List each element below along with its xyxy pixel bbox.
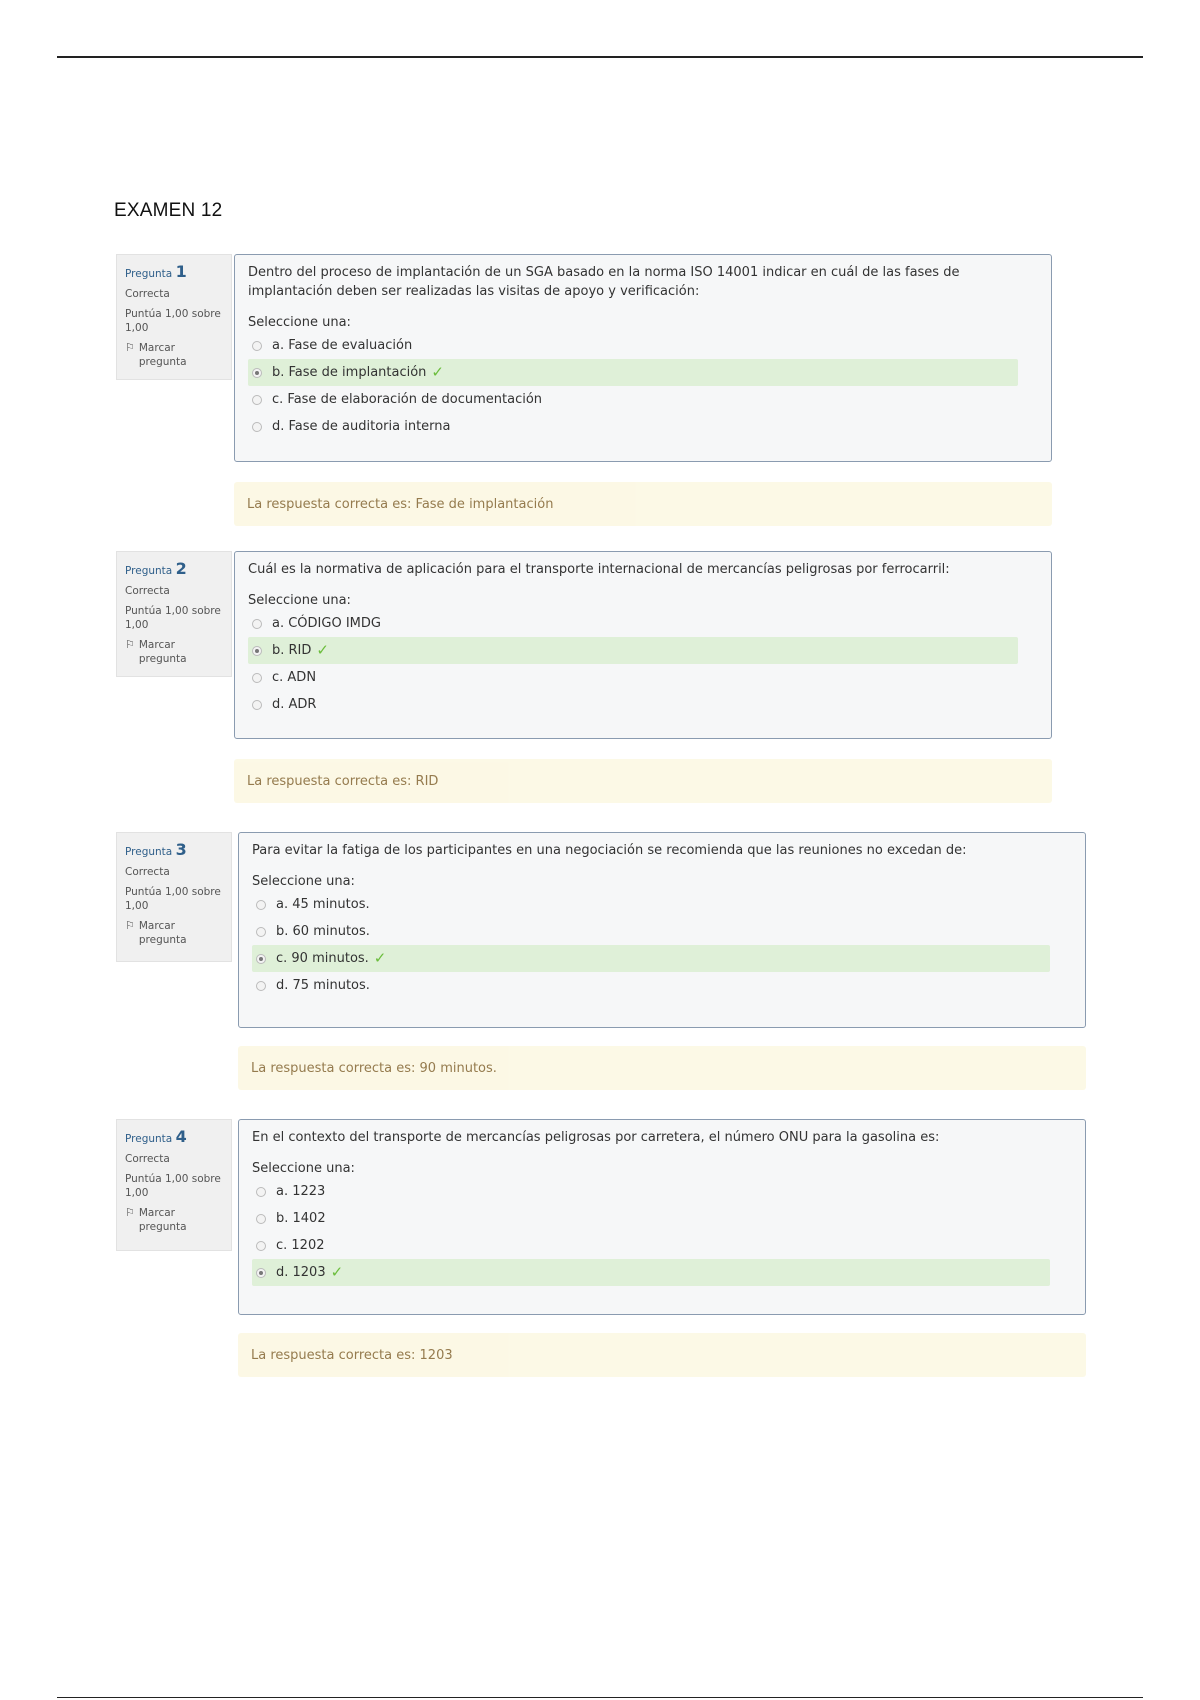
- question-number: [125, 1126, 225, 1148]
- correct-answer-feedback: La respuesta correcta es: RID: [234, 759, 1052, 803]
- question-number-value: 3: [175, 840, 187, 859]
- check-icon: ✓: [373, 949, 387, 967]
- answer-label: a. CÓDIGO IMDG: [272, 616, 381, 631]
- correct-answer-feedback: La respuesta correcta es: 90 minutos.: [238, 1046, 1086, 1090]
- answer-label: a. 45 minutos.: [276, 897, 370, 912]
- question-info: [116, 254, 232, 380]
- question-number-value: 2: [175, 559, 187, 578]
- answer-prompt: Seleccione una:: [248, 315, 351, 330]
- answer-list: [252, 1178, 1050, 1286]
- radio-button[interactable]: [252, 619, 262, 629]
- radio-button[interactable]: [252, 646, 262, 656]
- answer-option-a[interactable]: [248, 610, 1018, 637]
- question-number: [125, 839, 225, 861]
- answer-label: d. ADR: [272, 697, 317, 712]
- question-number: [125, 558, 225, 580]
- answer-option-d[interactable]: [248, 691, 1018, 718]
- question-state: Correcta: [125, 584, 170, 597]
- answer-label: d. 75 minutos.: [276, 978, 370, 993]
- answer-option-b[interactable]: [252, 918, 1050, 945]
- check-icon: ✓: [316, 641, 329, 659]
- question-grade: Puntúa 1,00 sobre 1,00: [125, 307, 221, 334]
- correct-answer-feedback: La respuesta correcta es: Fase de implantación: [234, 482, 1052, 526]
- correct-answer-feedback: La respuesta correcta es: 1203: [238, 1333, 1086, 1377]
- flag-question-link[interactable]: [125, 638, 225, 666]
- answer-option-b[interactable]: [252, 1205, 1050, 1232]
- answer-label: b. RID: [272, 643, 312, 658]
- question-grade: Puntúa 1,00 sobre 1,00: [125, 1172, 221, 1199]
- question-state: Correcta: [125, 1152, 170, 1165]
- flag-icon: ⚐: [125, 919, 135, 933]
- answer-option-c[interactable]: [248, 386, 1018, 413]
- question-text: Dentro del proceso de implantación de un SGA basado en la norma ISO 14001 indicar en cuál de las fases de implantación deben ser realizadas las visitas de apoyo y verificación:: [248, 265, 960, 299]
- question-text: Cuál es la normativa de aplicación para el transporte internacional de mercancías peligrosas por ferrocarril:: [248, 562, 950, 577]
- answer-prompt: Seleccione una:: [248, 593, 351, 608]
- answer-label: b. 60 minutos.: [276, 924, 370, 939]
- answer-option-d[interactable]: [252, 972, 1050, 999]
- answer-label: c. ADN: [272, 670, 317, 685]
- radio-button[interactable]: [256, 1268, 266, 1278]
- flag-question-link[interactable]: [125, 341, 225, 369]
- answer-option-c[interactable]: [252, 945, 1050, 972]
- answer-label: c. 90 minutos.: [276, 951, 369, 966]
- answer-label: a. 1223: [276, 1184, 326, 1199]
- radio-button[interactable]: [252, 422, 262, 432]
- answer-option-c[interactable]: [252, 1232, 1050, 1259]
- flag-icon: ⚐: [125, 638, 135, 652]
- question-state: Correcta: [125, 865, 170, 878]
- question-grade: Puntúa 1,00 sobre 1,00: [125, 604, 221, 631]
- question-content: [234, 254, 1052, 462]
- answer-option-d[interactable]: [252, 1259, 1050, 1286]
- radio-button[interactable]: [256, 1214, 266, 1224]
- question-info: [116, 1119, 232, 1251]
- answer-option-a[interactable]: [252, 891, 1050, 918]
- flag-question-link[interactable]: [125, 1206, 225, 1234]
- question-label: Pregunta: [125, 1133, 173, 1145]
- radio-button[interactable]: [252, 395, 262, 405]
- flag-label: Marcar pregunta: [138, 920, 187, 947]
- question-label: Pregunta: [125, 565, 173, 577]
- flag-icon: ⚐: [125, 341, 135, 355]
- answer-label: b. 1402: [276, 1211, 326, 1226]
- radio-button[interactable]: [252, 673, 262, 683]
- radio-button[interactable]: [252, 341, 262, 351]
- question-content: [238, 832, 1086, 1028]
- question-label: Pregunta: [125, 846, 173, 858]
- question-content: [234, 551, 1052, 739]
- check-icon: ✓: [431, 363, 444, 381]
- question-info: [116, 832, 232, 962]
- answer-option-b[interactable]: [248, 359, 1018, 386]
- radio-button[interactable]: [256, 900, 266, 910]
- flag-label: Marcar pregunta: [138, 639, 187, 666]
- question-state: Correcta: [125, 287, 170, 300]
- flag-question-link[interactable]: [125, 919, 225, 947]
- question-info: [116, 551, 232, 677]
- answer-list: [248, 610, 1018, 718]
- flag-icon: ⚐: [125, 1206, 135, 1220]
- answer-list: [252, 891, 1050, 999]
- answer-label: d. Fase de auditoria interna: [272, 419, 451, 434]
- radio-button[interactable]: [256, 981, 266, 991]
- question-number-value: 1: [175, 262, 187, 281]
- footer-rule: [57, 1697, 1143, 1698]
- page-title: EXAMEN 12: [114, 200, 223, 221]
- radio-button[interactable]: [252, 700, 262, 710]
- question-number-value: 4: [175, 1127, 187, 1146]
- answer-prompt: Seleccione una:: [252, 1161, 355, 1176]
- header-rule: [57, 56, 1143, 58]
- radio-button[interactable]: [256, 1187, 266, 1197]
- radio-button[interactable]: [256, 927, 266, 937]
- check-icon: ✓: [330, 1263, 344, 1281]
- answer-list: [248, 332, 1018, 440]
- answer-prompt: Seleccione una:: [252, 874, 355, 889]
- answer-label: b. Fase de implantación: [272, 365, 427, 380]
- answer-option-d[interactable]: [248, 413, 1018, 440]
- answer-option-b[interactable]: [248, 637, 1018, 664]
- answer-option-a[interactable]: [248, 332, 1018, 359]
- question-text: En el contexto del transporte de mercancías peligrosas por carretera, el número ONU para la gasolina es:: [252, 1130, 940, 1145]
- flag-label: Marcar pregunta: [138, 1207, 187, 1234]
- question-label: Pregunta: [125, 268, 173, 280]
- answer-option-a[interactable]: [252, 1178, 1050, 1205]
- question-grade: Puntúa 1,00 sobre 1,00: [125, 885, 221, 912]
- radio-button[interactable]: [256, 1241, 266, 1251]
- answer-option-c[interactable]: [248, 664, 1018, 691]
- answer-label: c. Fase de elaboración de documentación: [272, 392, 543, 407]
- answer-label: d. 1203: [276, 1265, 326, 1280]
- radio-button[interactable]: [252, 368, 262, 378]
- radio-button[interactable]: [256, 954, 266, 964]
- flag-label: Marcar pregunta: [138, 342, 187, 369]
- answer-label: a. Fase de evaluación: [272, 338, 413, 353]
- question-text: Para evitar la fatiga de los participantes en una negociación se recomienda que las reuniones no excedan de:: [252, 843, 967, 858]
- answer-label: c. 1202: [276, 1238, 325, 1253]
- question-content: [238, 1119, 1086, 1315]
- question-number: [125, 261, 225, 283]
